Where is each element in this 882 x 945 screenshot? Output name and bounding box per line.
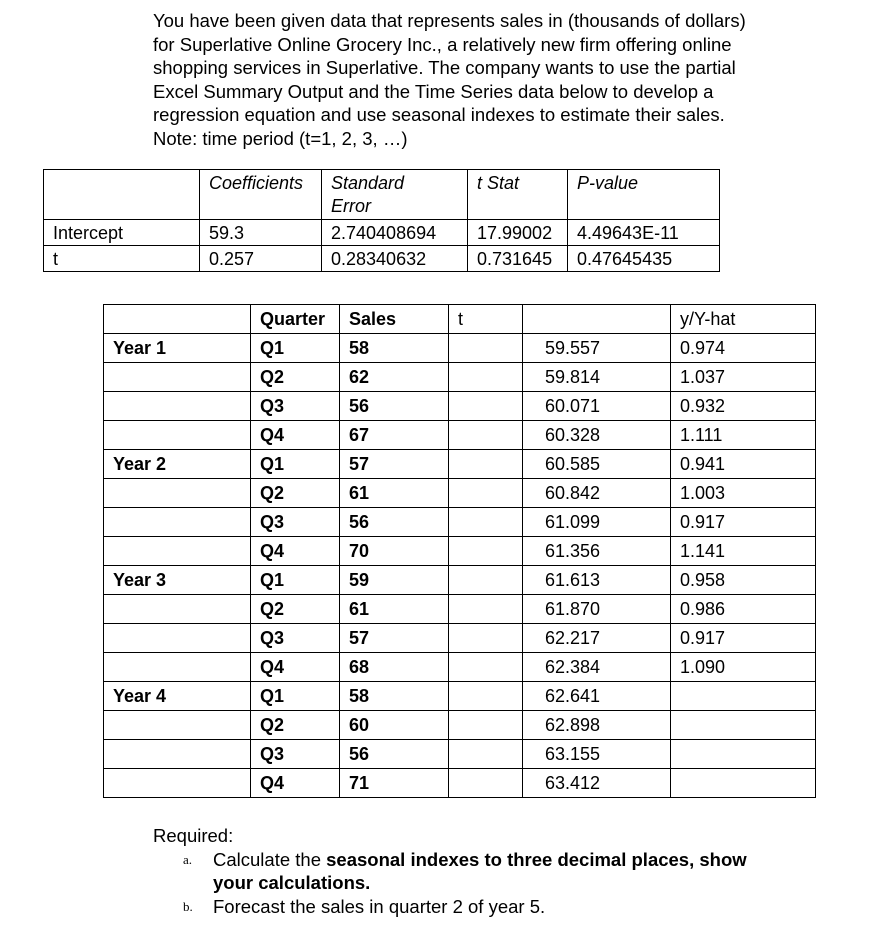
quarter-cell: Q2	[251, 363, 340, 392]
t-cell	[449, 537, 523, 566]
sales-cell: 67	[340, 421, 449, 450]
quarter-header: Quarter	[251, 305, 340, 334]
sales-cell: 62	[340, 363, 449, 392]
ratio-cell: 0.958	[671, 566, 816, 595]
time-series-row	[104, 624, 816, 653]
time-series-row	[104, 682, 816, 711]
time-series-row	[104, 595, 816, 624]
ratio-cell	[671, 711, 816, 740]
standard-error-header: Standard Error	[322, 170, 468, 220]
ratio-cell	[671, 682, 816, 711]
quarter-cell: Q4	[251, 421, 340, 450]
regression-t-stat: 0.731645	[468, 246, 568, 272]
yhat-header	[523, 305, 671, 334]
yhat-cell: 61.870	[523, 595, 671, 624]
t-cell	[449, 479, 523, 508]
sales-cell: 61	[340, 595, 449, 624]
item-a-bold-2: your calculations.	[213, 872, 371, 893]
regression-header-blank	[44, 170, 200, 220]
sales-header: Sales	[340, 305, 449, 334]
yhat-cell: 61.099	[523, 508, 671, 537]
regression-row-intercept	[44, 220, 720, 246]
yhat-cell: 62.898	[523, 711, 671, 740]
sales-cell: 61	[340, 479, 449, 508]
year-cell: Year 2	[104, 450, 251, 479]
sales-cell: 70	[340, 537, 449, 566]
regression-label: Intercept	[44, 220, 200, 246]
time-series-table	[103, 304, 816, 798]
quarter-cell: Q2	[251, 479, 340, 508]
quarter-cell: Q3	[251, 624, 340, 653]
year-cell	[104, 653, 251, 682]
time-series-row	[104, 566, 816, 595]
time-series-row	[104, 711, 816, 740]
time-series-row	[104, 392, 816, 421]
year-cell	[104, 711, 251, 740]
regression-t-stat: 17.99002	[468, 220, 568, 246]
t-cell	[449, 392, 523, 421]
ratio-cell	[671, 740, 816, 769]
year-cell	[104, 769, 251, 798]
ratio-cell: 0.941	[671, 450, 816, 479]
regression-p-value: 0.47645435	[568, 246, 720, 272]
quarter-cell: Q1	[251, 450, 340, 479]
t-cell	[449, 740, 523, 769]
t-cell	[449, 363, 523, 392]
sales-cell: 57	[340, 450, 449, 479]
quarter-cell: Q2	[251, 595, 340, 624]
regression-row-t	[44, 246, 720, 272]
t-cell	[449, 334, 523, 363]
ratio-cell: 0.932	[671, 392, 816, 421]
intro-line: regression equation and use seasonal indexes to estimate their sales.	[153, 104, 725, 125]
ratio-cell: 0.974	[671, 334, 816, 363]
regression-std-error: 2.740408694	[322, 220, 468, 246]
year-cell: Year 4	[104, 682, 251, 711]
yhat-cell: 63.155	[523, 740, 671, 769]
yhat-cell: 59.557	[523, 334, 671, 363]
ratio-cell: 1.090	[671, 653, 816, 682]
t-cell	[449, 711, 523, 740]
sales-cell: 58	[340, 334, 449, 363]
year-cell	[104, 624, 251, 653]
t-cell	[449, 624, 523, 653]
time-series-row	[104, 479, 816, 508]
required-section	[153, 824, 833, 918]
ratio-cell	[671, 769, 816, 798]
time-series-header-row	[104, 305, 816, 334]
yhat-cell: 62.384	[523, 653, 671, 682]
time-series-row	[104, 740, 816, 769]
t-cell	[449, 421, 523, 450]
required-title: Required:	[153, 825, 234, 846]
ratio-cell: 0.986	[671, 595, 816, 624]
sales-cell: 56	[340, 392, 449, 421]
year-header	[104, 305, 251, 334]
regression-label: t	[44, 246, 200, 272]
ratio-cell: 1.111	[671, 421, 816, 450]
quarter-cell: Q2	[251, 711, 340, 740]
sales-cell: 71	[340, 769, 449, 798]
quarter-cell: Q1	[251, 334, 340, 363]
yhat-cell: 60.585	[523, 450, 671, 479]
item-a-text: Calculate the	[213, 848, 327, 870]
quarter-cell: Q4	[251, 537, 340, 566]
quarter-cell: Q4	[251, 653, 340, 682]
regression-coefficient: 0.257	[200, 246, 322, 272]
year-cell	[104, 537, 251, 566]
intro-line: for Superlative Online Grocery Inc., a relatively new firm offering online	[153, 33, 732, 55]
sales-cell: 56	[340, 508, 449, 537]
quarter-cell: Q3	[251, 392, 340, 421]
sales-cell: 57	[340, 624, 449, 653]
intro-line: Excel Summary Output and the Time Series data below to develop a	[153, 80, 714, 102]
time-series-row	[104, 653, 816, 682]
time-series-row	[104, 450, 816, 479]
regression-p-value: 4.49643E-11	[568, 220, 720, 246]
required-item-a	[153, 848, 833, 895]
yhat-cell: 60.842	[523, 479, 671, 508]
time-series-row	[104, 508, 816, 537]
year-cell: Year 1	[104, 334, 251, 363]
yhat-cell: 60.071	[523, 392, 671, 421]
t-cell	[449, 769, 523, 798]
t-cell	[449, 595, 523, 624]
ratio-cell: 1.037	[671, 363, 816, 392]
sales-cell: 60	[340, 711, 449, 740]
t-stat-header: t Stat	[468, 170, 568, 220]
regression-summary-table	[43, 169, 720, 272]
year-cell	[104, 479, 251, 508]
time-series-row	[104, 363, 816, 392]
sales-cell: 56	[340, 740, 449, 769]
quarter-cell: Q4	[251, 769, 340, 798]
yhat-cell: 62.641	[523, 682, 671, 711]
intro-line: You have been given data that represents sales in (thousands of dollars)	[153, 10, 746, 31]
t-cell	[449, 653, 523, 682]
p-value-header: P-value	[568, 170, 720, 220]
sales-cell: 59	[340, 566, 449, 595]
ratio-header: y/Y-hat	[671, 305, 816, 334]
regression-std-error: 0.28340632	[322, 246, 468, 272]
regression-header-row	[44, 170, 720, 220]
regression-coefficient: 59.3	[200, 220, 322, 246]
intro-line: shopping services in Superlative. The company wants to use the partial	[153, 57, 736, 78]
time-series-row	[104, 334, 816, 363]
time-series-row	[104, 537, 816, 566]
t-cell	[449, 682, 523, 711]
quarter-cell: Q1	[251, 566, 340, 595]
yhat-cell: 61.613	[523, 566, 671, 595]
coefficients-header: Coefficients	[200, 170, 322, 220]
year-cell	[104, 421, 251, 450]
ratio-cell: 1.141	[671, 537, 816, 566]
t-header: t	[449, 305, 523, 334]
time-series-row	[104, 769, 816, 798]
yhat-cell: 63.412	[523, 769, 671, 798]
yhat-cell: 61.356	[523, 537, 671, 566]
year-cell	[104, 595, 251, 624]
t-cell	[449, 566, 523, 595]
yhat-cell: 62.217	[523, 624, 671, 653]
item-b-text: Forecast the sales in quarter 2 of year 5.	[213, 895, 546, 917]
intro-line: Note: time period (t=1, 2, 3, …)	[153, 127, 408, 149]
ratio-cell: 1.003	[671, 479, 816, 508]
yhat-cell: 59.814	[523, 363, 671, 392]
intro-paragraph	[153, 9, 813, 150]
t-cell	[449, 508, 523, 537]
year-cell	[104, 508, 251, 537]
year-cell: Year 3	[104, 566, 251, 595]
sales-cell: 58	[340, 682, 449, 711]
item-marker: b.	[183, 898, 193, 914]
item-marker: a.	[183, 851, 193, 867]
t-cell	[449, 450, 523, 479]
year-cell	[104, 740, 251, 769]
year-cell	[104, 363, 251, 392]
year-cell	[104, 392, 251, 421]
quarter-cell: Q3	[251, 740, 340, 769]
yhat-cell: 60.328	[523, 421, 671, 450]
ratio-cell: 0.917	[671, 508, 816, 537]
item-a-bold-1: seasonal indexes to three decimal places, show	[326, 848, 747, 870]
ratio-cell: 0.917	[671, 624, 816, 653]
quarter-cell: Q1	[251, 682, 340, 711]
required-item-b	[153, 895, 833, 919]
quarter-cell: Q3	[251, 508, 340, 537]
time-series-row	[104, 421, 816, 450]
sales-cell: 68	[340, 653, 449, 682]
